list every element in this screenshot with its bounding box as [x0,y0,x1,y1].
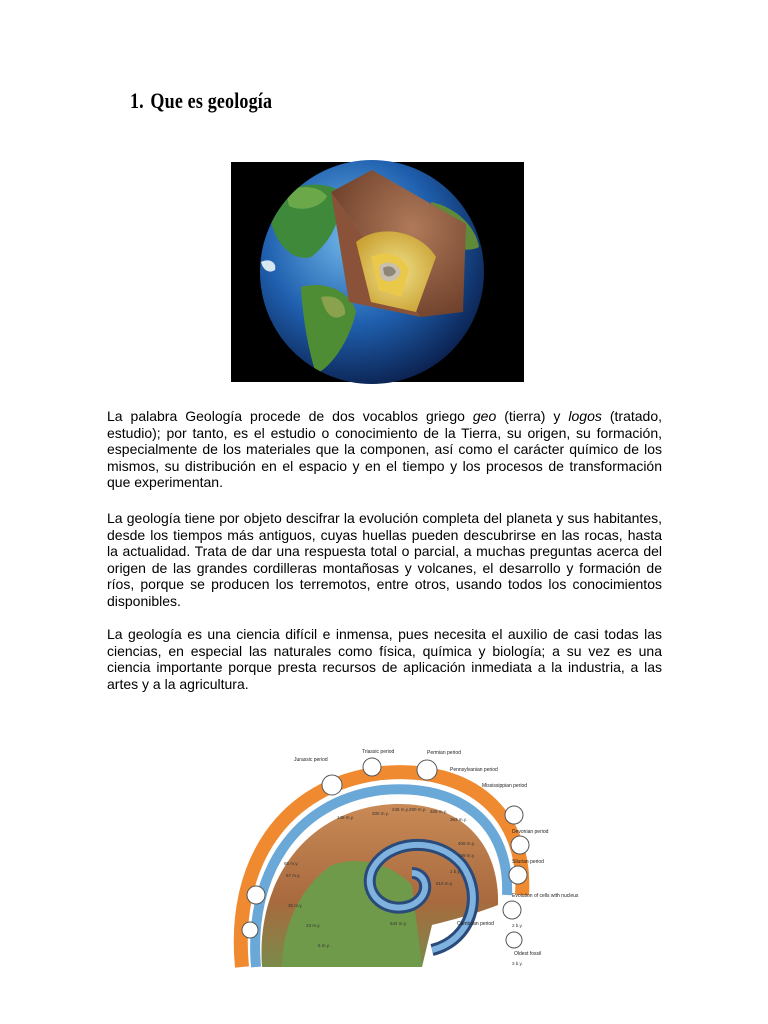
paragraph-text: La palabra Geología procede de dos vocablos griego [107,408,473,424]
age-label: 245 m.y. [392,807,409,812]
paragraph-definition [107,408,662,491]
age-label: 544 m.y. [390,921,407,926]
paragraph-objective: La geología tiene por objeto descifrar la evolución completa del planeta y sus habitantes, desde los tiempos más antiguos, cuyas huellas pueden descubrirse en las rocas, hasta la actualidad. Trata de dar una respuesta total o parcial, a muchas preguntas acerca del origen de las grandes cordilleras montañosas y volcanes, el desarrollo y formación de ríos, porque se producen los terremotos, entre otros, usando todos los conocimientos disponibles. [107,510,662,609]
age-label: 290 m.y. [409,807,426,812]
age-label: 1 b.y. [450,869,461,874]
age-label: 146 m.y. [337,815,354,820]
age-label: 3 b.y. [512,961,523,966]
paragraph-importance: La geología es una ciencia difícil e inmensa, pues necesita el auxilio de casi todas las ciencias, en especial las naturales como física, química y biología; a su vez es una ciencia importante porque presta recursos de aplicación inmediata a la industria, a las artes y a la agricultura. [107,626,662,692]
geologic-time-spiral-image [222,745,579,967]
label-oldest-fossil: Oldest fossil [514,951,542,957]
age-label: 5 m.y. [318,943,330,948]
age-label: 439 m.y. [458,853,475,858]
age-label: 35 m.y. [288,903,303,908]
label-permian: Permian period [427,750,461,756]
age-label: 23 m.y. [306,923,321,928]
label-jurassic: Jurassic period [294,757,328,763]
term-geo: geo [472,408,497,424]
age-label: 510 m.y. [436,881,453,886]
paragraph-text: (tratado, estudio); por tanto, es el estudio o conocimiento de la Tierra, su origen, su formación, especialmente de los materiales que la componen, así como el carácter químico de los mismos, su distribución en el espacio y en el tiempo y los procesos de transformación que experimentan. [107,408,662,491]
label-pennsylvanian: Pennsylvanian period [450,767,498,773]
label-evolution: Evolution of cells with nucleus [512,893,579,899]
age-label: 57 m.y. [286,873,301,878]
age-label: 325 m.y. [430,809,447,814]
label-triassic: Triassic period [362,749,395,755]
page-title [130,88,272,114]
label-mississippian: Mississippian period [482,783,528,789]
age-label: 2 b.y. [512,923,523,928]
section-title: Que es geología [150,88,273,113]
earth-cutaway-image [231,162,524,382]
label-devonian: Devonian period [512,829,549,835]
age-label: 363 m.y. [450,817,467,822]
age-label: 409 m.y. [458,841,475,846]
term-logos: logos [568,408,602,424]
label-cambrian: Cambrian period [457,921,494,927]
age-label: 200 m.y. [372,811,389,816]
label-silurian: Silurian period [512,859,544,865]
section-number: 1. [130,88,144,113]
age-label: 65 m.y. [284,861,299,866]
paragraph-text: (tierra) y [496,408,569,424]
